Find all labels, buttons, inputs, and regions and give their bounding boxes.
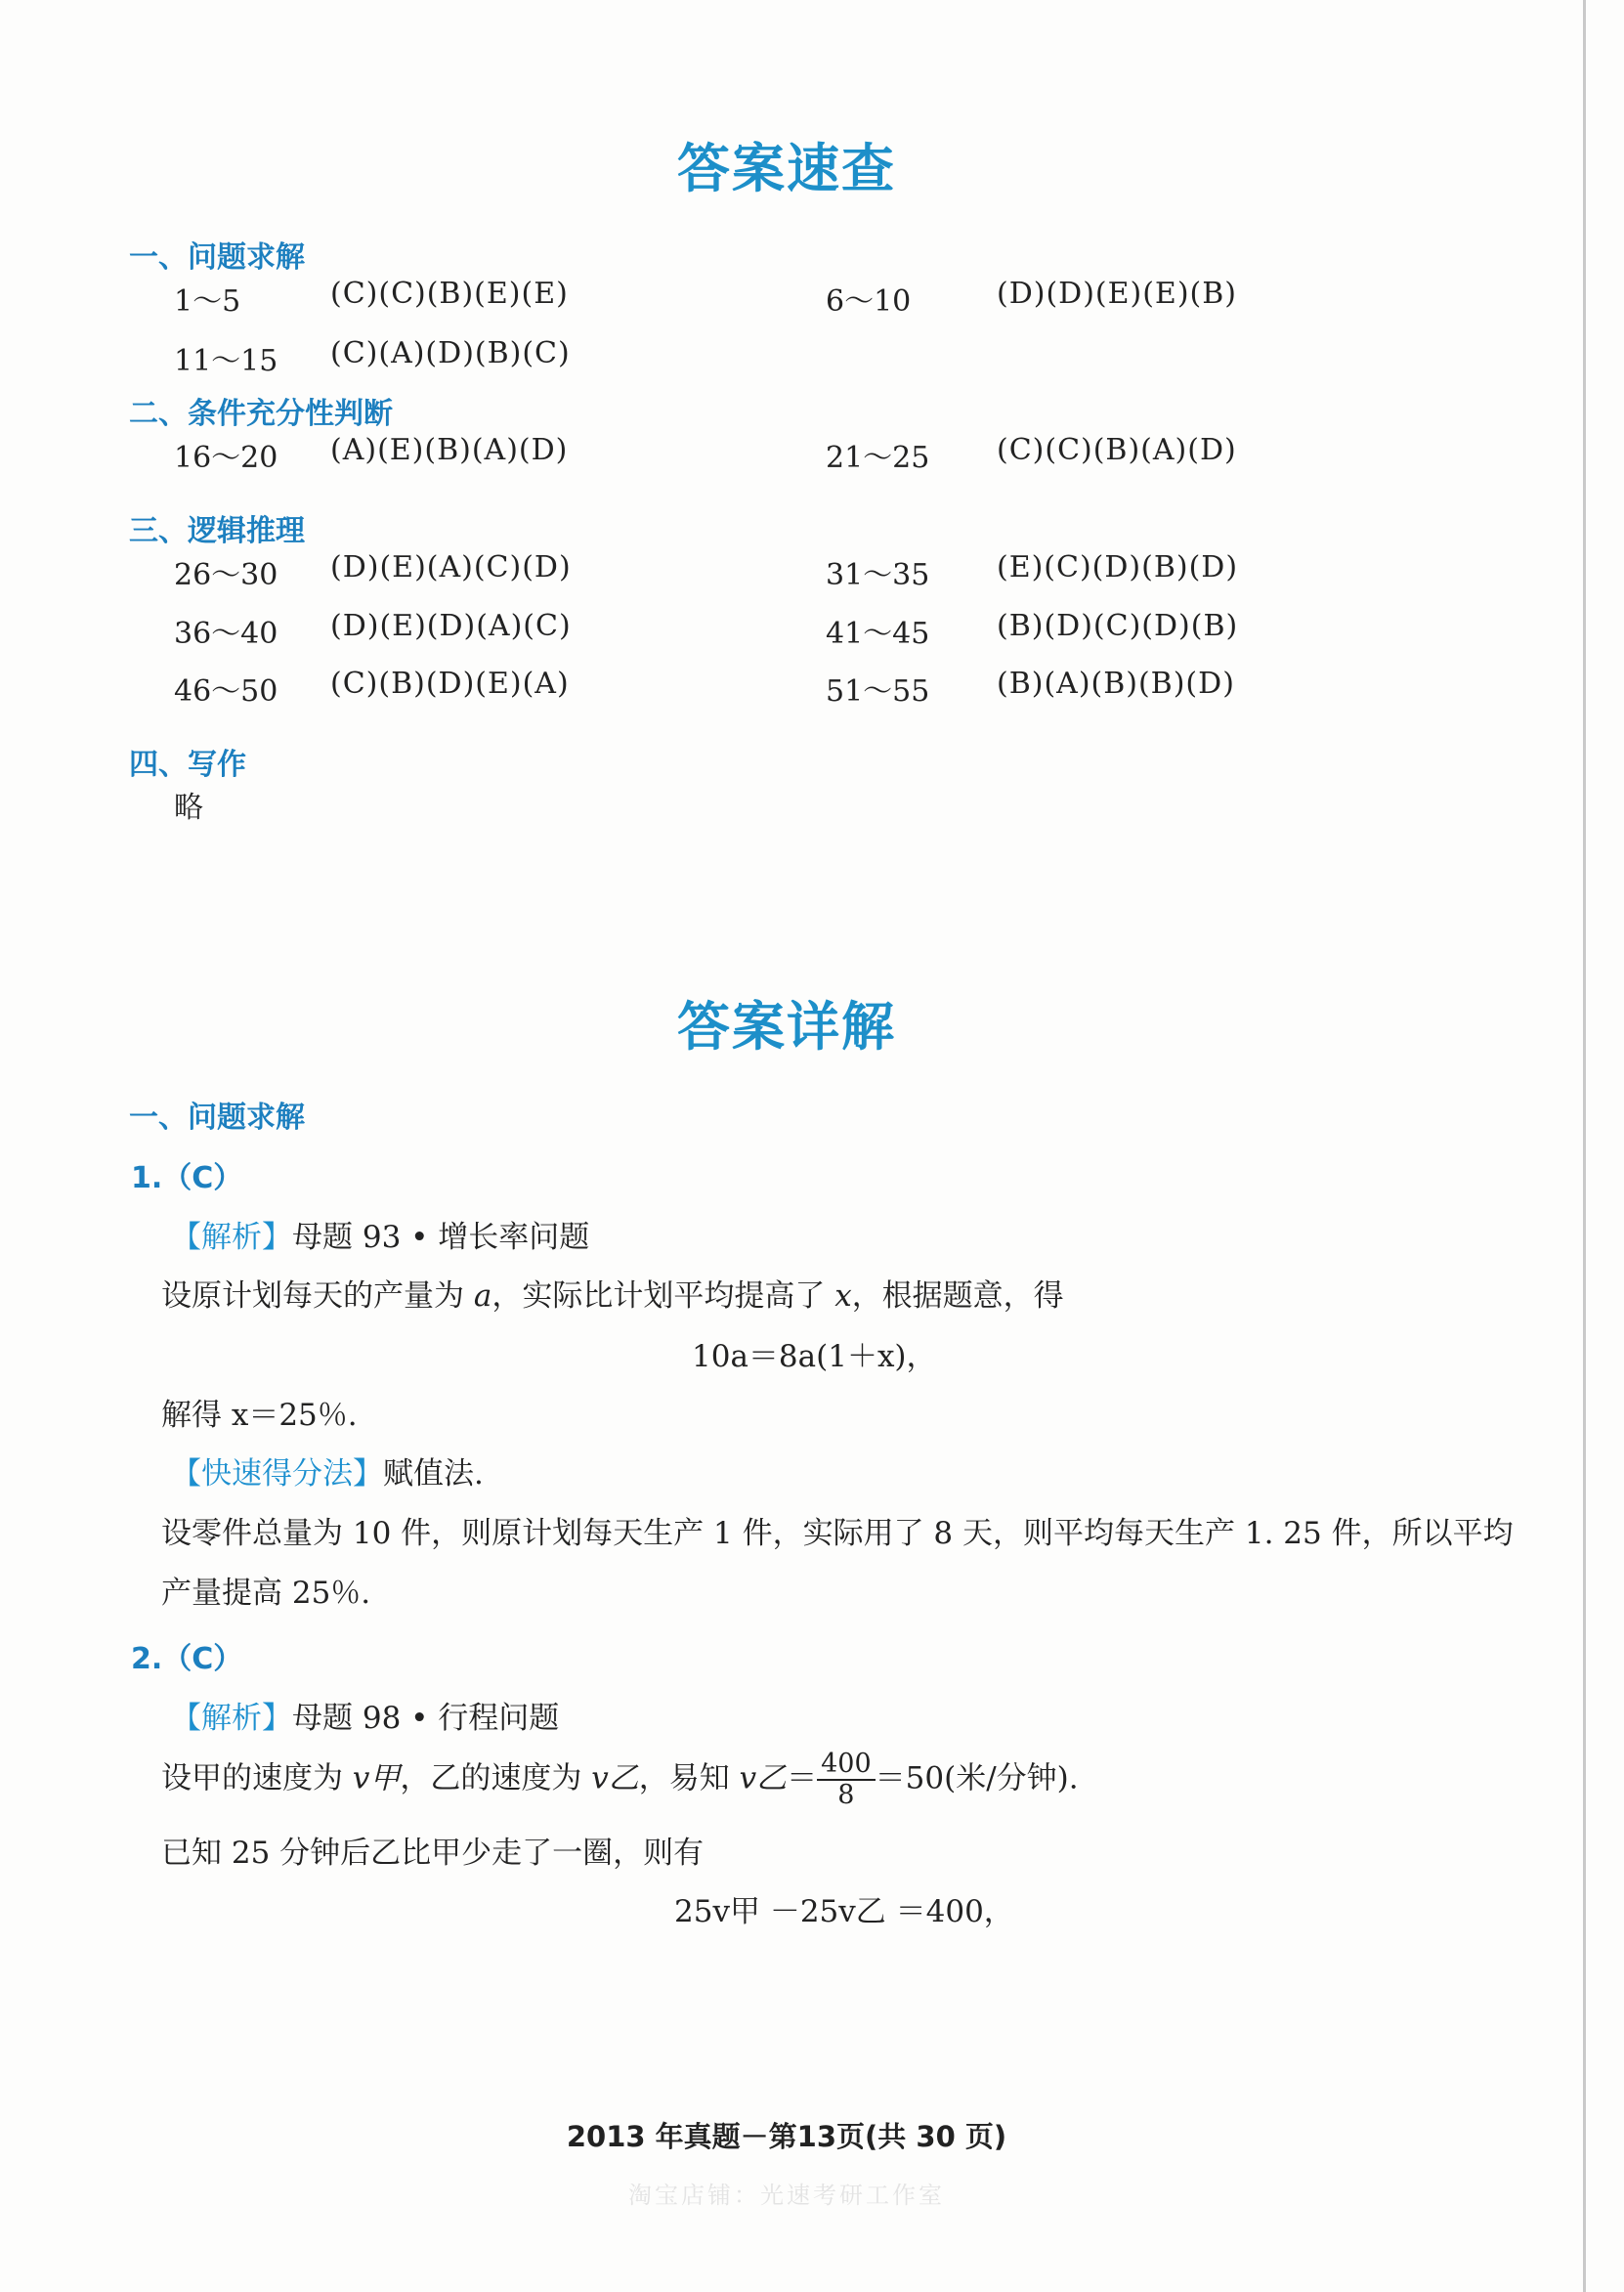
question-1-number: 1.（C） [131,1161,243,1195]
answer-values: (E)(C)(D)(B)(D) [997,550,1239,584]
section-heading-writing: 四、写作 [129,748,246,782]
velocity-yi: v乙 [591,1760,639,1796]
variable-x: x [834,1278,852,1314]
shop-watermark: 淘宝店铺：光速考研工作室 [628,2182,945,2209]
answer-range: 26～30 [174,558,278,592]
detailed-answers-title: 答案详解 [677,996,896,1058]
writing-note: 略 [174,791,203,825]
answer-range: 21～25 [826,441,930,475]
equation-1: 10a＝8a(1＋x)， [692,1339,937,1374]
answer-values: (C)(B)(D)(E)(A) [330,667,570,701]
variable-a: a [473,1278,492,1314]
velocity-yi: v乙 [739,1760,788,1796]
question-1-result: 解得 x＝25％. [161,1398,358,1433]
answer-range: 6～10 [826,284,912,319]
section-heading-problem-solving: 一、问题求解 [129,240,305,275]
question-2-condition: 已知 25 分钟后乙比甲少走了一圈，则有 [161,1836,705,1871]
answer-values: (D)(E)(D)(A)(C) [330,609,572,643]
answer-values: (C)(C)(B)(E)(E) [330,277,569,311]
answer-range: 16～20 [174,441,278,475]
text-fragment: ＝50(米/分钟). [875,1760,1079,1796]
question-1-quick-line: 设零件总量为 10 件，则原计划每天生产 1 件，实际用了 8 天，则平均每天生产 1. 25 件，所以平均 [161,1516,1514,1551]
analysis-tag: 【解析】 [171,1220,292,1255]
fraction [817,1750,876,1810]
answer-values: (C)(A)(D)(B)(C) [330,336,571,370]
answer-values: (D)(D)(E)(E)(B) [997,277,1237,311]
section-heading-sufficiency: 二、条件充分性判断 [129,397,393,431]
analysis-topic: 母题 98 • 行程问题 [292,1701,560,1736]
equation-2: 25v甲 －25v乙 ＝400， [674,1894,1014,1929]
answer-values: (A)(E)(B)(A)(D) [330,433,569,467]
question-1-analysis [171,1212,589,1256]
answer-values: (B)(A)(B)(B)(D) [997,667,1235,701]
section-heading-logic: 三、逻辑推理 [129,514,305,548]
answer-range: 36～40 [174,617,278,651]
quick-answers-title: 答案速查 [677,138,896,199]
fraction-denominator: 8 [837,1780,855,1810]
answer-range: 31～35 [826,558,930,592]
fraction-numerator: 400 [817,1750,876,1781]
question-2-speed-line [161,1750,1079,1810]
question-1-setup [161,1271,1064,1315]
question-1-quick-method [171,1449,484,1492]
text-fragment: 设原计划每天的产量为 [161,1278,474,1314]
answer-range: 46～50 [174,674,278,709]
scan-edge-line [1583,0,1586,2292]
text-fragment: 设甲的速度为 [161,1760,353,1796]
answer-range: 51～55 [826,674,930,709]
quick-method-tag: 【快速得分法】 [171,1456,383,1492]
velocity-jia: v甲 [352,1760,401,1796]
answer-range: 1～5 [174,284,241,319]
page-footer: 2013 年真题－第13页(共 30 页) [566,2120,1007,2153]
question-1-quick-line: 产量提高 25％. [161,1576,371,1611]
answer-range: 41～45 [826,617,930,651]
answer-values: (B)(D)(C)(D)(B) [997,609,1239,643]
analysis-tag: 【解析】 [171,1701,292,1736]
quick-method-name: 赋值法. [383,1456,484,1492]
question-2-analysis [171,1693,559,1737]
text-fragment: ，根据题意，得 [851,1278,1064,1314]
section-heading-problem-solving-detail: 一、问题求解 [129,1101,305,1135]
answer-values: (D)(E)(A)(C)(D) [330,550,572,584]
text-fragment: ，易知 [638,1760,740,1796]
question-2-number: 2.（C） [131,1642,243,1676]
answer-values: (C)(C)(B)(A)(D) [997,433,1237,467]
answer-range: 11～15 [174,344,278,378]
text-fragment: ，乙的速度为 [400,1760,592,1796]
equals-sign: ＝ [787,1760,818,1796]
analysis-topic: 母题 93 • 增长率问题 [292,1220,590,1255]
text-fragment: ，实际比计划平均提高了 [491,1278,835,1314]
